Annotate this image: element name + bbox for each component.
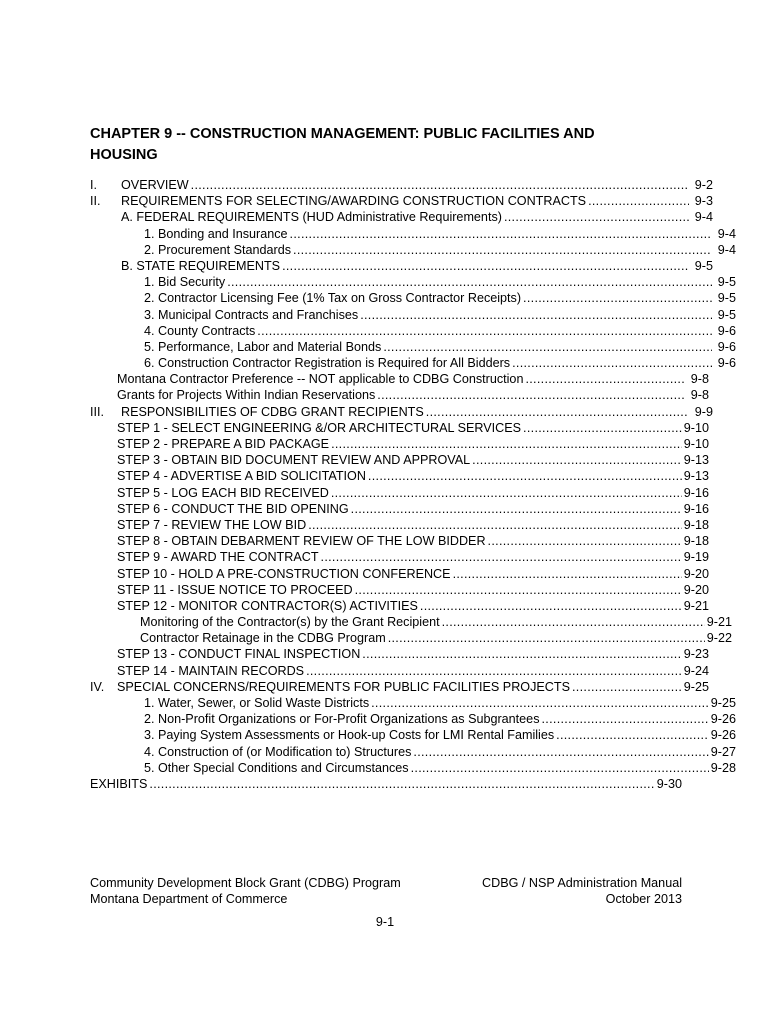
toc-leader-dots <box>588 193 689 209</box>
toc-entry-title: Grants for Projects Within Indian Reservations <box>117 388 376 403</box>
toc-entry <box>90 193 713 209</box>
toc-entry <box>90 226 736 242</box>
chapter-title: CHAPTER 9 -- CONSTRUCTION MANAGEMENT: PUBLIC FACILITIES AND HOUSING <box>90 126 595 163</box>
toc-entry-title: 3. Paying System Assessments or Hook-up Costs for LMI Rental Families <box>144 728 555 743</box>
toc-entry <box>90 517 709 533</box>
toc-entry-title: 1. Water, Sewer, or Solid Waste Districts <box>144 696 370 710</box>
toc-entry <box>90 420 709 436</box>
toc-entry-title: STEP 10 - HOLD A PRE-CONSTRUCTION CONFERENCE <box>117 566 451 581</box>
toc-entry-title: SPECIAL CONCERNS/REQUIREMENTS FOR PUBLIC FACILITIES PROJECTS <box>117 679 570 694</box>
toc-entry-page: 9-21 <box>683 598 709 613</box>
table-of-contents <box>90 177 736 792</box>
toc-entry-page: 9-5 <box>694 258 713 273</box>
toc-leader-dots <box>191 177 689 193</box>
toc-leader-dots <box>411 760 709 776</box>
toc-leader-dots <box>308 517 682 533</box>
toc-entry <box>90 307 736 323</box>
toc-entry-title: STEP 1 - SELECT ENGINEERING &/OR ARCHITECTURAL SERVICES <box>117 420 522 435</box>
toc-entry-page: 9-9 <box>694 404 713 419</box>
toc-entry <box>90 630 732 646</box>
toc-entry-page: 9-2 <box>694 178 713 192</box>
toc-leader-dots <box>293 242 712 258</box>
toc-leader-dots <box>504 209 689 225</box>
toc-leader-dots <box>377 387 685 403</box>
toc-entry-page: 9-8 <box>690 372 709 387</box>
toc-entry-title: STEP 4 - ADVERTISE A BID SOLICITATION <box>117 469 366 484</box>
toc-leader-dots <box>512 355 712 371</box>
toc-entry <box>90 582 709 598</box>
toc-entry <box>90 323 736 339</box>
toc-entry-page: 9-21 <box>706 615 732 630</box>
toc-entry-title: 1. Bid Security <box>144 275 226 290</box>
toc-leader-dots <box>355 582 682 598</box>
toc-leader-dots <box>523 290 712 306</box>
toc-entry-page: 9-13 <box>683 469 709 484</box>
toc-entry-title: 6. Construction Contractor Registration is Required for All Bidders <box>144 356 511 371</box>
toc-entry-title: 2. Contractor Licensing Fee (1% Tax on Gross Contractor Receipts) <box>144 291 522 306</box>
toc-entry <box>90 355 736 371</box>
toc-entry-title: 5. Other Special Conditions and Circumstances <box>144 760 409 775</box>
toc-entry-page: 9-4 <box>717 242 736 257</box>
toc-entry-page: 9-4 <box>694 210 713 225</box>
toc-entry-page: 9-20 <box>683 582 709 597</box>
toc-entry-title: B. STATE REQUIREMENTS <box>121 258 281 273</box>
toc-entry-page: 9-13 <box>683 453 709 468</box>
toc-leader-dots <box>149 776 654 792</box>
toc-entry-title: STEP 5 - LOG EACH BID RECEIVED <box>117 485 329 500</box>
toc-entry <box>90 727 736 743</box>
toc-entry-page: 9-8 <box>690 388 709 403</box>
toc-entry <box>90 776 682 792</box>
toc-leader-dots <box>420 598 682 614</box>
toc-entry <box>90 501 709 517</box>
toc-entry-page: 9-6 <box>717 339 736 354</box>
toc-entry-title: RESPONSIBILITIES OF CDBG GRANT RECIPIENTS <box>121 404 424 419</box>
toc-entry-number: IV. <box>90 679 105 694</box>
toc-leader-dots <box>453 566 682 582</box>
toc-leader-dots <box>257 323 712 339</box>
toc-entry-page: 9-24 <box>683 663 709 678</box>
toc-leader-dots <box>442 614 705 630</box>
toc-leader-dots <box>523 420 682 436</box>
toc-entry-title: A. FEDERAL REQUIREMENTS (HUD Administrative Requirements) <box>121 210 502 225</box>
toc-entry <box>90 485 709 501</box>
toc-leader-dots <box>413 744 708 760</box>
toc-leader-dots <box>360 307 712 323</box>
toc-entry-title: OVERVIEW <box>121 178 189 192</box>
footer-program: Community Development Block Grant (CDBG) Program <box>90 876 401 890</box>
toc-entry <box>90 274 736 290</box>
toc-entry-title: STEP 11 - ISSUE NOTICE TO PROCEED <box>117 582 353 597</box>
toc-leader-dots <box>306 663 682 679</box>
toc-entry-title: STEP 6 - CONDUCT THE BID OPENING <box>117 501 349 516</box>
toc-leader-dots <box>388 630 705 646</box>
toc-leader-dots <box>488 533 682 549</box>
toc-entry-title: Montana Contractor Preference -- NOT applicable to CDBG Construction <box>117 372 524 387</box>
toc-entry <box>90 387 709 403</box>
toc-entry-page: 9-5 <box>717 291 736 306</box>
toc-entry-title: Monitoring of the Contractor(s) by the Grant Recipient <box>140 615 440 630</box>
toc-entry-page: 9-16 <box>683 501 709 516</box>
toc-leader-dots <box>331 436 682 452</box>
toc-entry-page: 9-16 <box>683 485 709 500</box>
footer-right <box>482 876 682 907</box>
toc-entry-title: 2. Procurement Standards <box>144 242 292 257</box>
toc-entry <box>90 549 709 565</box>
toc-entry-page: 9-26 <box>710 712 736 727</box>
toc-entry-title: STEP 12 - MONITOR CONTRACTOR(S) ACTIVITIES <box>117 598 418 613</box>
footer-date: October 2013 <box>605 891 682 906</box>
toc-entry <box>90 177 713 193</box>
toc-entry <box>90 695 736 711</box>
toc-entry-title: EXHIBITS <box>90 776 148 791</box>
toc-entry-page: 9-5 <box>717 275 736 290</box>
toc-leader-dots <box>371 695 709 711</box>
toc-entry-title: STEP 2 - PREPARE A BID PACKAGE <box>117 437 330 451</box>
toc-entry-page: 9-6 <box>717 356 736 371</box>
toc-entry-page: 9-4 <box>717 226 736 241</box>
toc-entry-title: STEP 8 - OBTAIN DEBARMENT REVIEW OF THE LOW BIDDER <box>117 534 486 549</box>
toc-entry <box>90 452 709 468</box>
toc-entry <box>90 679 709 695</box>
toc-entry <box>90 533 709 549</box>
footer-left <box>90 876 401 907</box>
toc-entry-title: 4. Construction of (or Modification to) Structures <box>144 744 412 759</box>
toc-leader-dots <box>368 468 682 484</box>
toc-entry-title: STEP 13 - CONDUCT FINAL INSPECTION <box>117 647 361 662</box>
toc-leader-dots <box>227 274 712 290</box>
toc-entry-page: 9-6 <box>717 323 736 338</box>
toc-entry <box>90 242 736 258</box>
toc-entry-page: 9-30 <box>656 776 682 791</box>
toc-entry-page: 9-26 <box>710 728 736 743</box>
toc-entry-title: 4. County Contracts <box>144 323 256 338</box>
toc-entry <box>90 614 732 630</box>
toc-entry <box>90 711 736 727</box>
toc-leader-dots <box>282 258 689 274</box>
toc-entry <box>90 371 709 387</box>
toc-entry-page: 9-20 <box>683 566 709 581</box>
toc-entry <box>90 760 736 776</box>
toc-entry <box>90 663 709 679</box>
toc-entry-page: 9-18 <box>683 517 709 532</box>
toc-entry <box>90 209 713 225</box>
toc-entry-number: III. <box>90 404 104 419</box>
toc-entry-page: 9-18 <box>683 534 709 549</box>
toc-entry-title: STEP 3 - OBTAIN BID DOCUMENT REVIEW AND APPROVAL <box>117 453 471 468</box>
toc-leader-dots <box>572 679 682 695</box>
toc-entry-title: REQUIREMENTS FOR SELECTING/AWARDING CONSTRUCTION CONTRACTS <box>121 194 587 209</box>
toc-leader-dots <box>362 646 681 662</box>
page-number: 9-1 <box>375 915 395 929</box>
toc-entry-title: STEP 14 - MAINTAIN RECORDS <box>117 663 305 678</box>
toc-entry-page: 9-22 <box>706 631 732 646</box>
toc-entry-page: 9-23 <box>683 647 709 662</box>
toc-leader-dots <box>290 226 712 242</box>
toc-entry <box>90 744 736 760</box>
toc-entry <box>90 290 736 306</box>
toc-leader-dots <box>542 711 709 727</box>
toc-entry <box>90 436 709 452</box>
toc-entry-title: STEP 7 - REVIEW THE LOW BID <box>117 517 307 532</box>
toc-entry-number: I. <box>90 178 97 192</box>
toc-entry-page: 9-27 <box>710 744 736 759</box>
toc-entry-title: 1. Bonding and Insurance <box>144 226 288 241</box>
toc-entry-title: 3. Municipal Contracts and Franchises <box>144 307 359 322</box>
toc-leader-dots <box>525 371 685 387</box>
toc-entry-title: STEP 9 - AWARD THE CONTRACT <box>117 550 319 565</box>
toc-entry <box>90 598 709 614</box>
toc-entry-page: 9-25 <box>710 696 736 710</box>
toc-entry-page: 9-10 <box>683 437 709 451</box>
toc-leader-dots <box>321 549 682 565</box>
toc-leader-dots <box>351 501 682 517</box>
toc-entry-page: 9-19 <box>683 550 709 565</box>
toc-entry <box>90 404 713 420</box>
toc-entry <box>90 646 709 662</box>
toc-leader-dots <box>383 339 712 355</box>
toc-entry-title: Contractor Retainage in the CDBG Program <box>140 631 386 646</box>
toc-entry-title: 2. Non-Profit Organizations or For-Profit Organizations as Subgrantees <box>144 712 540 727</box>
toc-entry-page: 9-5 <box>717 307 736 322</box>
toc-entry-page: 9-25 <box>683 679 709 694</box>
toc-leader-dots <box>331 485 682 501</box>
toc-entry <box>90 468 709 484</box>
footer-manual: CDBG / NSP Administration Manual <box>482 876 682 890</box>
footer-department: Montana Department of Commerce <box>90 891 288 906</box>
toc-entry-page: 9-10 <box>683 420 709 435</box>
toc-leader-dots <box>426 404 689 420</box>
toc-entry-title: 5. Performance, Labor and Material Bonds <box>144 339 382 354</box>
toc-leader-dots <box>472 452 682 468</box>
toc-entry-page: 9-28 <box>710 760 736 775</box>
toc-entry <box>90 339 736 355</box>
toc-leader-dots <box>556 727 709 743</box>
toc-entry <box>90 258 713 274</box>
toc-entry-number: II. <box>90 194 101 209</box>
toc-entry-page: 9-3 <box>694 194 713 209</box>
toc-entry <box>90 566 709 582</box>
